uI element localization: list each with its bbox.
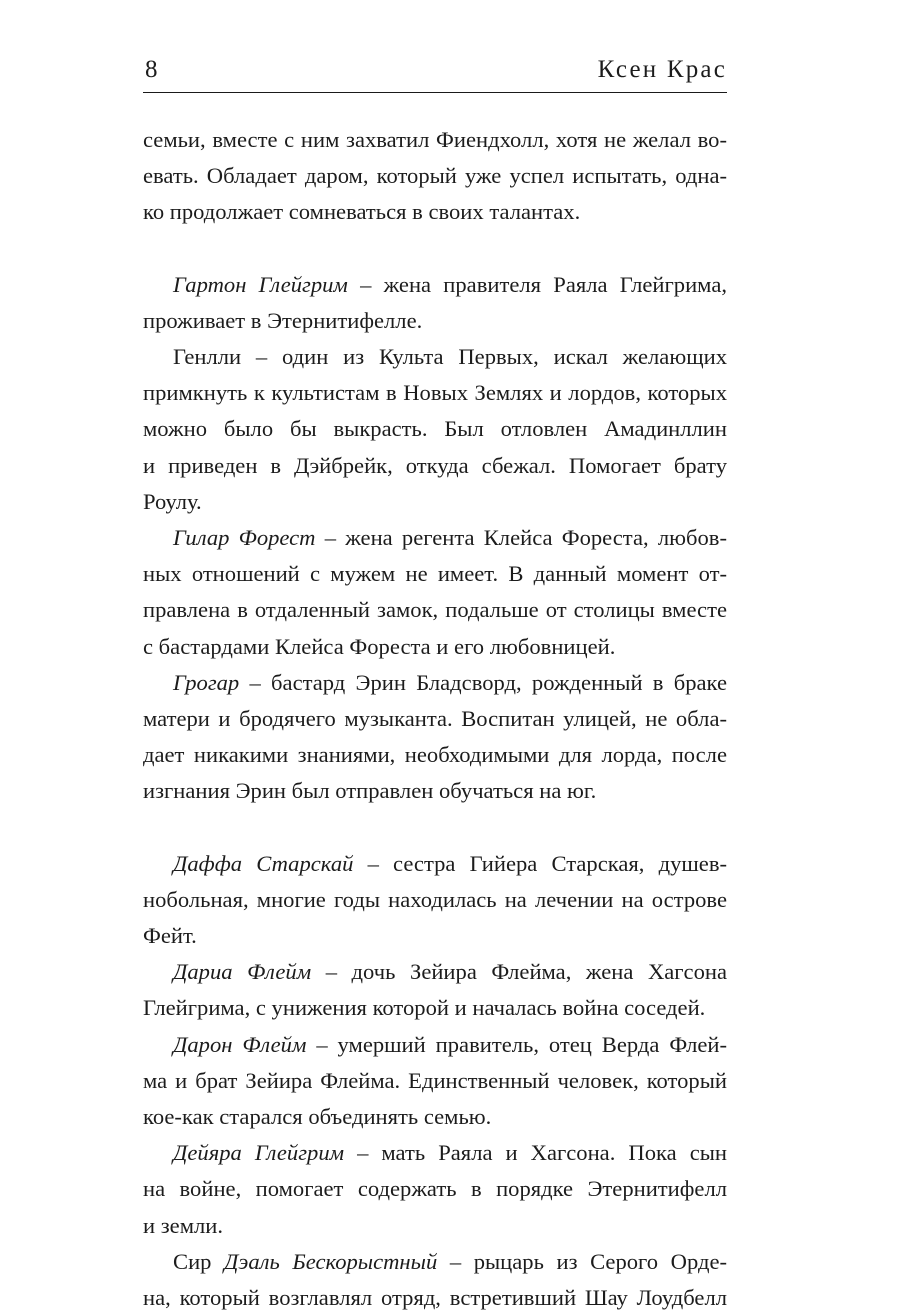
entry-first-line	[143, 665, 727, 701]
entry-first-line	[143, 954, 727, 990]
character-name: Гартон Глейгрим	[173, 271, 348, 297]
entry-description: – умерший правитель, отец Верда Флей-	[306, 1031, 728, 1057]
entry-description: – дочь Зейира Флейма, жена Хагсона	[311, 959, 728, 985]
text-line: нобольная, многие годы находилась на лечении на острове	[143, 886, 727, 912]
text-line: кое-как старался объединять семью.	[143, 1104, 492, 1130]
text-line: правлена в отдаленный замок, подальше от столицы вместе	[143, 597, 727, 623]
running-author: Ксен Крас	[597, 56, 727, 83]
character-name: Грогар	[173, 669, 240, 695]
character-name: Дейяра Глейгрим	[173, 1140, 345, 1166]
entry-first-line	[143, 520, 727, 556]
entry-grogar	[143, 665, 727, 810]
character-name: Даффа Старскай	[173, 850, 354, 876]
entry-first-line	[143, 267, 727, 303]
text-line: и земли.	[143, 1212, 224, 1238]
entry-first-line	[143, 1027, 727, 1063]
text-line: примкнуть к культистам в Новых Землях и лордов, которых	[143, 380, 727, 406]
text-line: можно было бы выкрасть. Был отловлен Амадинллин	[143, 416, 727, 442]
entry-garton	[143, 267, 727, 339]
character-name: Дариа Флейм	[173, 959, 312, 985]
text-line: семьи, вместе с ним захватил Фиендхолл, хотя не желал во-	[143, 127, 727, 152]
entry-daria	[143, 954, 727, 1026]
entry-first-line	[143, 1244, 727, 1280]
text-line: на, который возглавлял отряд, встретивший Шау Лоудбелл	[143, 1285, 727, 1311]
entry-description: – сестра Гийера Старская, душев-	[353, 850, 728, 876]
entry-gilar	[143, 520, 727, 665]
text-line: ных отношений с мужем не имеет. В данный момент от-	[143, 561, 727, 587]
text-line: и приведен в Дэйбрейк, откуда сбежал. Помогает брату	[143, 452, 727, 478]
text-line: евать. Обладает даром, который уже успел испытать, одна-	[143, 163, 727, 189]
text-line: Роулу.	[143, 488, 202, 514]
title-prefix: Сир	[173, 1248, 225, 1274]
entry-description: – жена регента Клейса Фореста, любов-	[315, 525, 727, 551]
entry-deiyara	[143, 1135, 727, 1244]
running-header	[143, 52, 727, 93]
entry-description: – рыцарь из Серого Орде-	[437, 1248, 727, 1274]
entry-daron	[143, 1027, 727, 1136]
entry-description: – жена правителя Раяла Глейгрима,	[347, 271, 728, 297]
entry-first-line	[143, 846, 727, 882]
text-line: матери и бродячего музыканта. Воспитан улицей, не обла-	[143, 706, 727, 732]
entry-daffa	[143, 846, 727, 955]
text-line: с бастардами Клейса Фореста и его любовницей.	[143, 633, 616, 659]
text-line: дает никакими знаниями, необходимыми для лорда, после	[143, 742, 727, 768]
text-line: ма и брат Зейира Флейма. Единственный человек, который	[143, 1067, 727, 1093]
body-text	[143, 122, 727, 1316]
entry-genlli	[143, 339, 727, 520]
text-line: Глейгрима, с унижения которой и началась война соседей.	[143, 995, 706, 1021]
character-name: Дэаль Бескорыстный	[224, 1248, 438, 1274]
entry-description: – мать Раяла и Хагсона. Пока сын	[344, 1140, 727, 1166]
page-number: 8	[145, 56, 158, 83]
entry-first-line	[143, 1135, 727, 1171]
entry-dael	[143, 1244, 727, 1316]
entry-description: – бастард Эрин Бладсворд, рожденный в браке	[239, 669, 727, 695]
text-line: ко продолжает сомневаться в своих талантах.	[143, 199, 581, 225]
text-line: на войне, помогает содержать в порядке Этернитифелл	[143, 1176, 727, 1202]
text-line: Фейт.	[143, 923, 197, 949]
character-name: Гилар Форест	[173, 525, 316, 551]
text-line: изгнания Эрин был отправлен обучаться на юг.	[143, 778, 597, 804]
entry-first-line: Генлли – один из Культа Первых, искал желающих	[173, 344, 727, 370]
paragraph-continuation	[143, 122, 727, 231]
character-name: Дарон Флейм	[173, 1031, 307, 1057]
text-line: проживает в Этернитифелле.	[143, 307, 423, 333]
